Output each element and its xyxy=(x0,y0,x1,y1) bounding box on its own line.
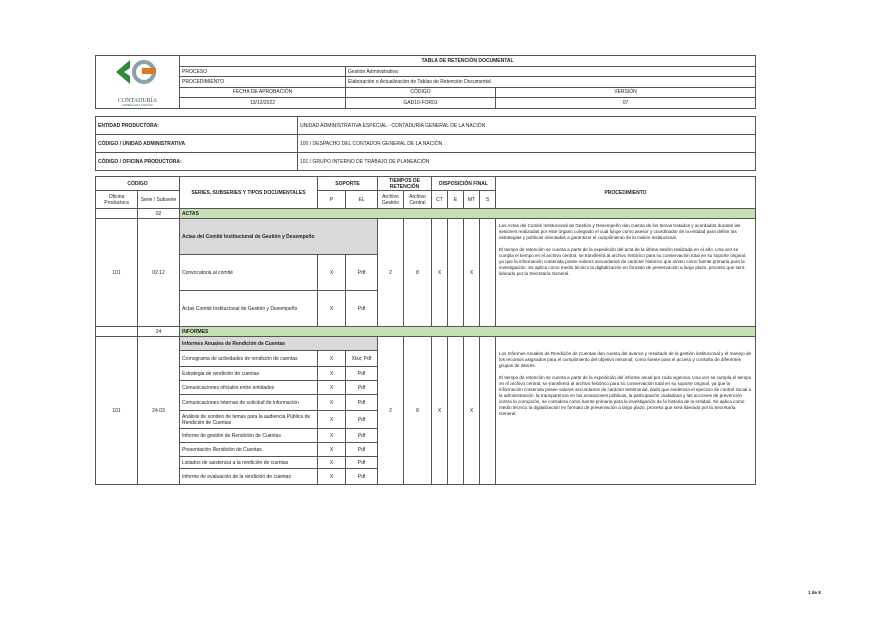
archivo-gestion-value: 2 xyxy=(378,337,404,485)
logo-text: CONTADURÍA xyxy=(117,98,158,104)
col-oficina: Oficina Productora xyxy=(96,191,138,209)
doc-el: Pdf xyxy=(346,429,378,443)
subserie-name: Actas del Comité Institucional de Gestión y Desempeño xyxy=(180,219,378,255)
doc-el: Pdf xyxy=(346,443,378,457)
ct-value: X xyxy=(432,219,448,327)
doc-el: Pdf xyxy=(346,395,378,411)
version-label: VERSIÓN xyxy=(496,87,756,97)
doc-p: X xyxy=(318,381,346,395)
ct-value: X xyxy=(432,337,448,485)
trd-table xyxy=(95,55,756,485)
s-extra xyxy=(480,219,496,327)
doc-p: X xyxy=(318,429,346,443)
doc-name: Cronograma de actividades de rendición de cuentas xyxy=(180,351,318,367)
oficina-value: 101 / GRUPO INTERNO DE TRABAJO DE PLANEACIÓN xyxy=(298,153,756,171)
doc-p: X xyxy=(318,457,346,469)
doc-name: Estrategia de rendición de cuentas xyxy=(180,367,318,381)
subserie-code: 02.12 xyxy=(138,219,180,327)
doc-el: Pdf xyxy=(346,381,378,395)
col-procedimiento: PROCEDIMIENTO xyxy=(496,177,756,209)
entidad-value: UNIDAD ADMINISTRATIVA ESPECIAL - CONTADURÍA GENERAL DE LA NACIÓN xyxy=(298,117,756,135)
serie-code-actas: 02 xyxy=(138,209,180,219)
doc-p: X xyxy=(318,351,346,367)
serie-name-actas: ACTAS xyxy=(180,209,756,219)
s-value: X xyxy=(464,219,480,327)
logo-subtext: GENERAL DE LA NACIÓN xyxy=(122,104,153,107)
doc-el: Pdf xyxy=(346,291,378,327)
doc-el: Pdf xyxy=(346,457,378,469)
version-value: 07 xyxy=(496,97,756,108)
contaduria-logo-icon xyxy=(108,56,168,96)
doc-name: Actas Comité Institucional de Gestión y Desempeño xyxy=(180,291,318,327)
s-value: X xyxy=(464,337,480,485)
archivo-central-value: 8 xyxy=(404,219,432,327)
logo xyxy=(96,56,180,109)
procedimiento-paragraph: El tiempo de retención se cuenta a partir de la expedición del informe anual por cada vigencia. Una vez se cumpla el tiempo en el archivo central, se transferirá al archivo histórico para su conservación total en su soporte original, ya que la información contenida posee valores secundarios de carácter testimonial, dado que evidencia el ejercicio de control social a la administración, la transparencia en las actuaciones públicas, la participación ciudadana y las acciones de prevención contra la corrupción, se considera como fuente primaria para la investigación de la historia de la entidad. Se aplica como medio técnico la digitalización en formato de preservación a largo plazo, proceso que será liderado por la Secretaría General. xyxy=(499,375,752,416)
col-mt: MT xyxy=(464,191,480,209)
procedimiento-text xyxy=(496,219,756,327)
doc-el: Pdf xyxy=(346,411,378,429)
col-el: EL xyxy=(346,191,378,209)
doc-p: X xyxy=(318,395,346,411)
unidad-value: 100 / DESPACHO DEL CONTADOR GENERAL DE LA NACIÓN xyxy=(298,135,756,153)
page-number: 1 de 8 xyxy=(808,590,821,595)
archivo-gestion-value: 2 xyxy=(378,219,404,327)
col-ct: CT xyxy=(432,191,448,209)
fecha-label: FECHA DE APROBACIÓN xyxy=(180,87,346,97)
procedimiento-paragraph: Las Actas del Comité Institucional de Gestión y Desempeño dan cuenta de los temas tratados y acordados durante las sesiones realizadas por este órgano colegiado el cual funge como asesor y coordinador de la entidad para definir las estrategias y políticas orientadas a garantizar el cumplimiento de la misión institucional. xyxy=(499,223,741,240)
col-archivo-gestion: Archivo Gestión xyxy=(378,191,404,209)
serie-code-informes: 24 xyxy=(138,327,180,337)
doc-p: X xyxy=(318,469,346,485)
doc-name: Listados de asistencia a la rendición de cuentas xyxy=(180,457,318,469)
col-archivo-central: Archivo Central xyxy=(404,191,432,209)
doc-title: TABLA DE RETENCIÓN DOCUMENTAL xyxy=(180,56,756,67)
proceso-value: Gestión Administrativa xyxy=(346,67,756,77)
procedimiento-value: Elaboración o Actualización de Tablas de Retención Documental xyxy=(346,77,756,87)
document-sheet xyxy=(95,55,755,485)
col-soporte: SOPORTE xyxy=(318,177,378,191)
doc-name: Informe de gestión de Rendición de Cuentas xyxy=(180,429,318,443)
subserie-name: Informes Anuales de Rendición de Cuentas xyxy=(180,337,378,351)
serie-name-informes: INFORMES xyxy=(180,327,756,337)
archivo-central-value: 8 xyxy=(404,337,432,485)
doc-p: X xyxy=(318,411,346,429)
col-series: SERIES, SUBSERIES Y TIPOS DOCUMENTALES xyxy=(180,177,318,209)
e-value xyxy=(448,337,464,485)
doc-name: Convocatoria al comité xyxy=(180,255,318,291)
doc-el: Pdf xyxy=(346,469,378,485)
doc-name: Análisis de sondeo de temas para la audiencia Pública de Rendición de Cuentas xyxy=(180,411,318,429)
e-value xyxy=(448,219,464,327)
s-extra xyxy=(480,337,496,485)
doc-el: Pdf xyxy=(346,367,378,381)
procedimiento-paragraph: Los Informes Anuales de Rendición de Cuentas dan cuenta del avance y resultado de la gestión institucional y el manejo de los recursos asignados para el cumplimiento del objetivo misional, como fuente para el acceso y consulta de diferentes grupos de interés. xyxy=(499,351,752,368)
col-disposicion: DISPOSICIÓN FINAL xyxy=(432,177,496,191)
doc-p: X xyxy=(318,443,346,457)
doc-name: Informe de evaluación de la rendición de cuentas xyxy=(180,469,318,485)
unidad-label: CÓDIGO / UNIDAD ADMINISTRATIVA xyxy=(96,135,298,153)
fecha-value: 13/12/2022 xyxy=(180,97,346,108)
doc-p: X xyxy=(318,255,346,291)
doc-name: Comunicaciones oficiales entre entidades xyxy=(180,381,318,395)
doc-p: X xyxy=(318,367,346,381)
doc-el: Xlsx; Pdf xyxy=(346,351,378,367)
codigo-value: GAD10-FOR01 xyxy=(346,97,496,108)
col-codigo: CÓDIGO xyxy=(96,177,180,191)
subserie-code: 24.03 xyxy=(138,337,180,485)
proceso-label: PROCESO xyxy=(180,67,346,77)
procedimiento-label: PROCEDIMIENTO xyxy=(180,77,346,87)
procedimiento-paragraph: El tiempo de retención se cuenta a partir de la expedición del acta de la última sesión realizada en el año. Una vez se cumpla el tiempo en el archivo central, se transferirá al archivo histórico para su conservación total en su soporte original, ya que la información contenida posee valores secundarios de carácter histórico que sirven como fuente primaria para la investigación. Se aplica como medio técnico la digitalización en formato de preservación a largo plazo, proceso que será liderado por la Secretaría General. xyxy=(499,247,747,276)
col-s: S xyxy=(480,191,496,209)
doc-p: X xyxy=(318,291,346,327)
doc-name: Comunicaciones internas de solicitud de información xyxy=(180,395,318,411)
oficina-code: 101 xyxy=(96,337,138,485)
entidad-label: ENTIDAD PRODUCTORA: xyxy=(96,117,298,135)
col-tiempos: TIEMPOS DE RETENCIÓN xyxy=(378,177,432,191)
doc-name: Presentación Rendición de Cuentas xyxy=(180,443,318,457)
oficina-code: 101 xyxy=(96,219,138,327)
col-e: E xyxy=(448,191,464,209)
oficina-label: CÓDIGO / OFICINA PRODUCTORA: xyxy=(96,153,298,171)
codigo-label: CÓDIGO xyxy=(346,87,496,97)
col-p: P xyxy=(318,191,346,209)
doc-el: Pdf xyxy=(346,255,378,291)
col-serie: Serie / Subserie xyxy=(138,191,180,209)
procedimiento-text xyxy=(496,337,756,485)
